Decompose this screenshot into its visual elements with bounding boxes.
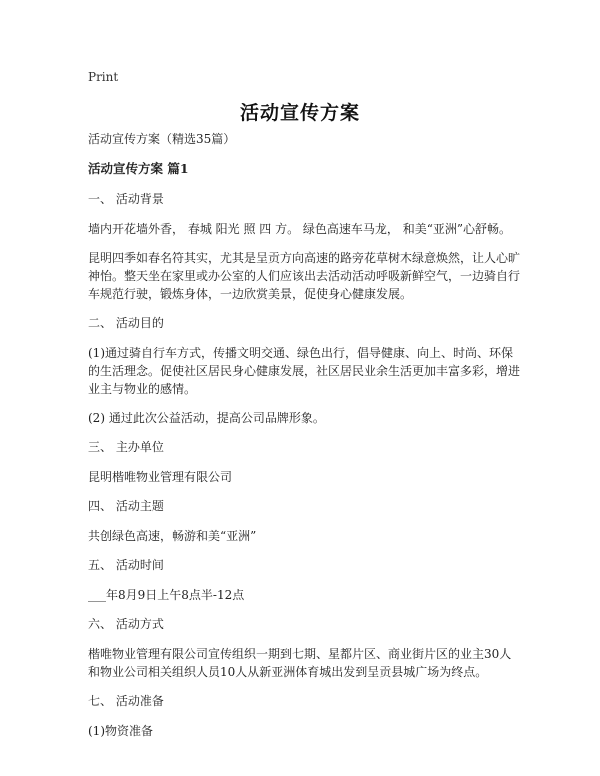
paragraph-background-verse: 墙内开花墙外香， 春城 阳光 照 四 方。 绿色高速车马龙， 和美“亚洲”心舒畅。 [88, 222, 511, 236]
document-title: 活动宣传方案 [239, 102, 360, 124]
print-label: Print [88, 70, 119, 84]
paragraph-organizer: 昆明楷唯物业管理有限公司 [88, 470, 233, 484]
paragraph-purpose-1: (1)通过骑自行车方式，传播文明交通、绿色出行，倡导健康、向上、时尚、环保的生活理念。促使社区居民身心健康发展，社区居民业余生活更加丰富多彩，增进业主与物业的感情。 [88, 346, 521, 396]
paragraph-purpose-2: (2) 通过此次公益活动，提高公司品牌形象。 [88, 411, 325, 425]
heading-time: 五、 活动时间 [88, 558, 164, 572]
heading-preparation: 七、 活动准备 [88, 694, 164, 708]
heading-background: 一、 活动背景 [88, 192, 164, 206]
paragraph-time: ___年8月9日上午8点半-12点 [88, 588, 245, 602]
paragraph-preparation-1: (1)物资准备 [88, 724, 153, 738]
heading-theme: 四、 活动主题 [88, 499, 164, 513]
heading-organizer: 三、 主办单位 [88, 440, 164, 454]
document-body [88, 130, 520, 751]
paragraph-background-detail: 昆明四季如春名符其实，尤其是呈贡方向高速的路旁花草树木绿意焕然，让人心旷神怡。整天坐在家里或办公室的人们应该出去活动活动呼吸新鲜空气，一边骑自行车规范行驶，锻炼身体，一边欣赏美景，促使身心健康发展。 [88, 251, 521, 301]
document-subtitle: 活动宣传方案（精选35篇） [88, 132, 236, 146]
section-title: 活动宣传方案 篇1 [88, 161, 189, 176]
heading-purpose: 二、 活动目的 [88, 316, 164, 330]
paragraph-theme: 共创绿色高速，畅游和美“亚洲” [88, 529, 257, 543]
heading-method: 六、 活动方式 [88, 617, 164, 631]
paragraph-method: 楷唯物业管理有限公司宣传组织一期到七期、星都片区、商业街片区的业主30人和物业公司相关组织人员10人从新亚洲体育城出发到呈贡县城广场为终点。 [88, 647, 512, 679]
